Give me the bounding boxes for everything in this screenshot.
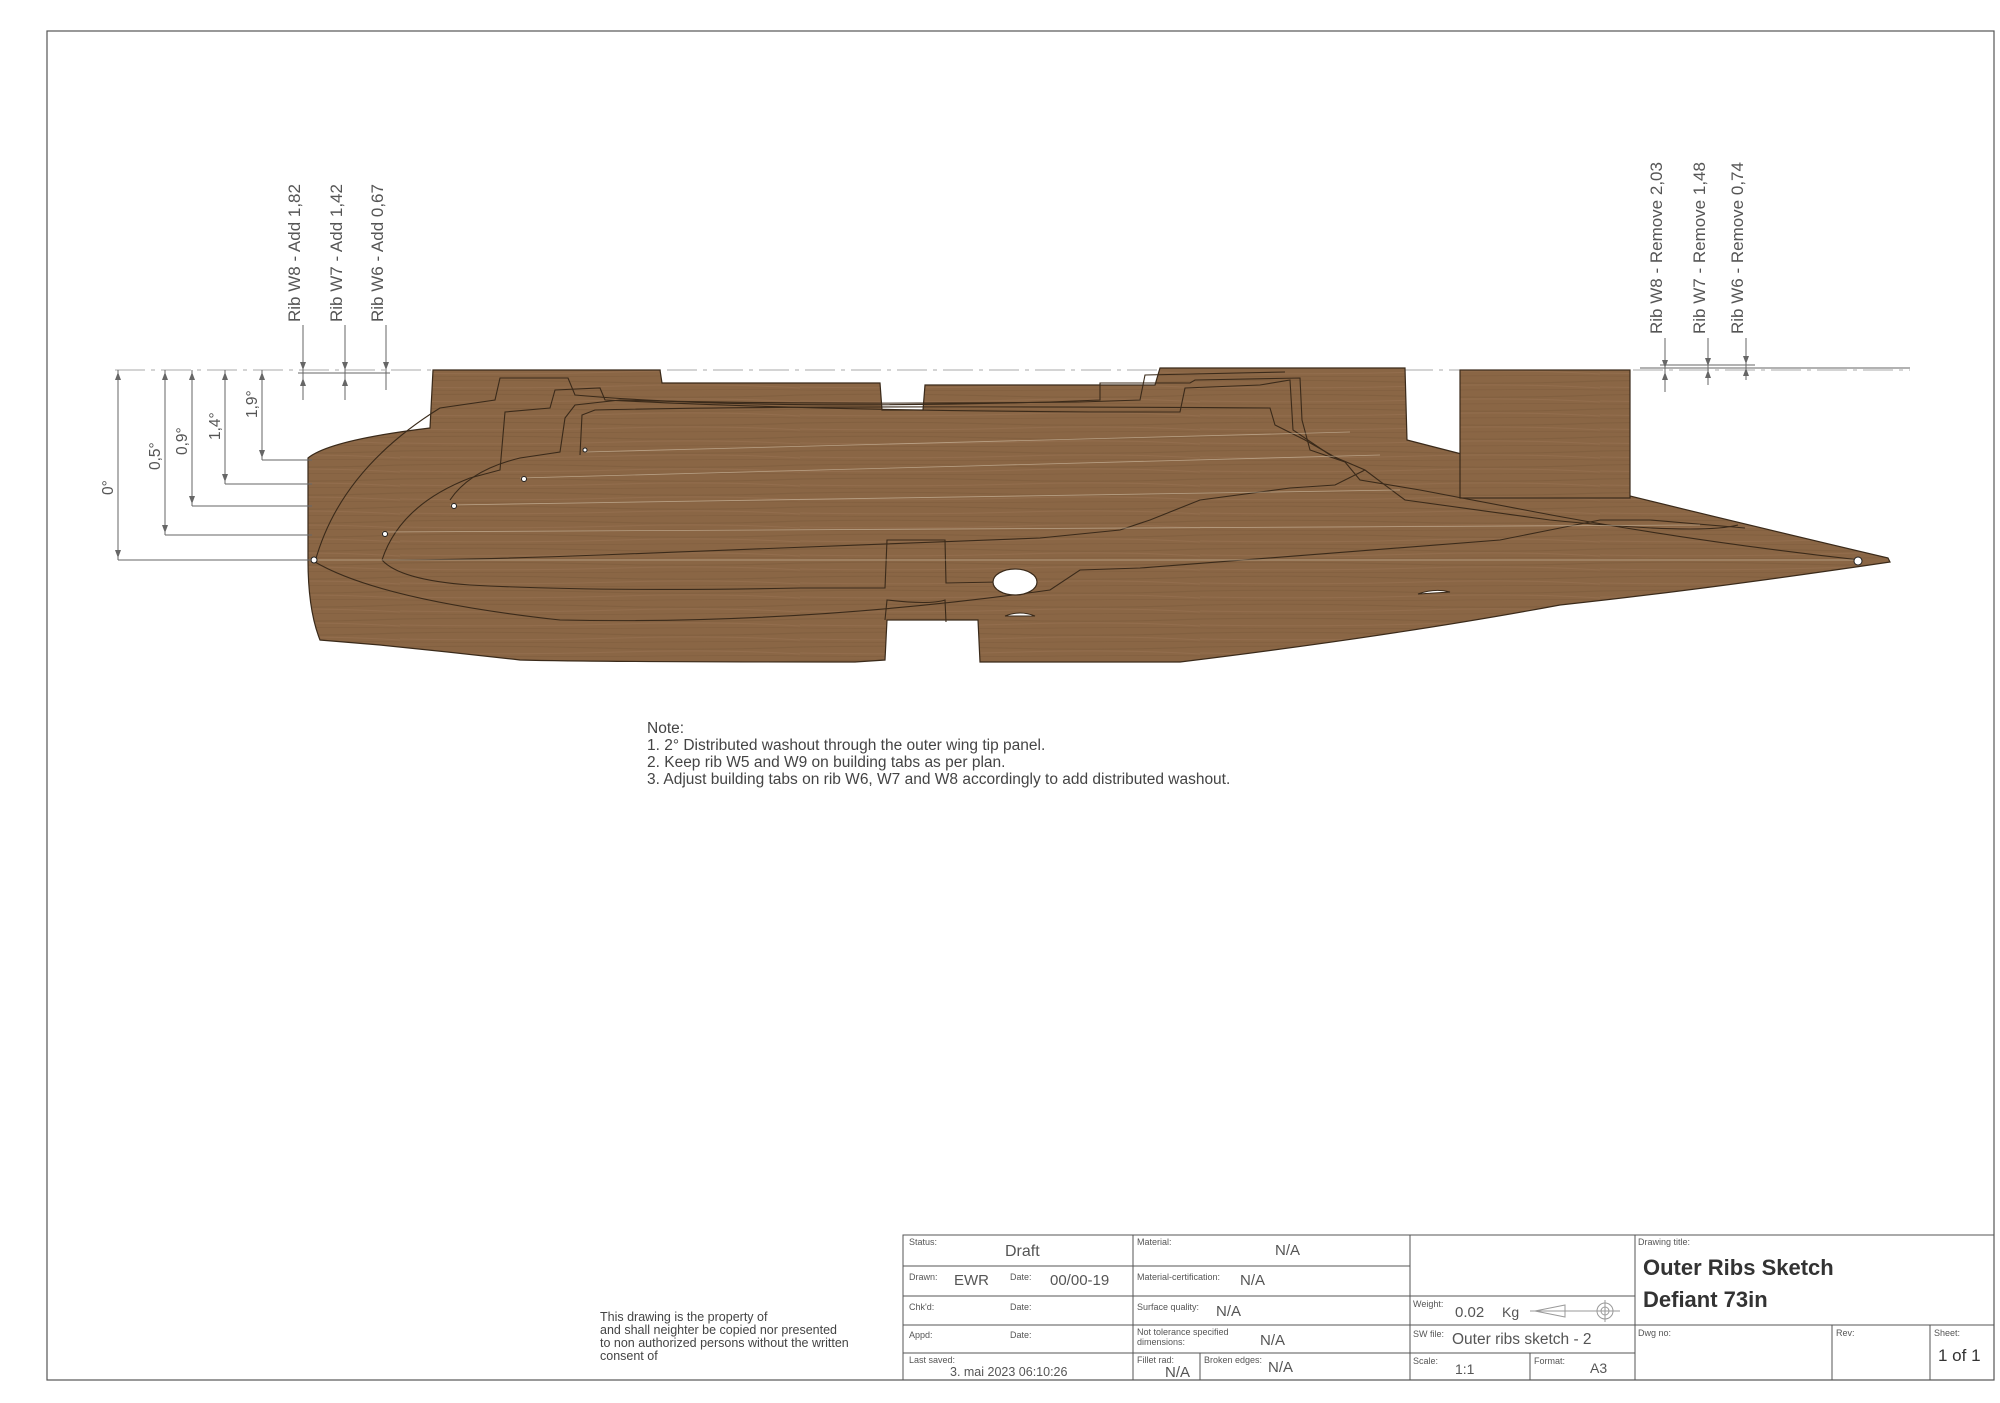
angle-label-2: 0,9° <box>174 427 191 455</box>
ref-pin <box>583 448 587 452</box>
format-value: A3 <box>1590 1360 1608 1376</box>
rib-w7-remove-label: Rib W7 - Remove 1,48 <box>1690 162 1709 334</box>
ref-pin <box>452 504 457 509</box>
tolerance-value: N/A <box>1260 1332 1286 1349</box>
last-saved-value: 3. mai 2023 06:10:26 <box>950 1365 1068 1379</box>
note-line-1: 1. 2° Distributed washout through the outer wing tip panel. <box>647 737 1046 754</box>
drawn-value: EWR <box>954 1272 989 1289</box>
tolerance-label-2: dimensions: <box>1137 1337 1186 1347</box>
ref-pin <box>522 477 527 482</box>
weight-unit: Kg <box>1502 1304 1520 1320</box>
revision-label: Rev: <box>1836 1328 1855 1338</box>
rib-w6-remove-label: Rib W6 - Remove 0,74 <box>1728 162 1747 334</box>
weight-label: Weight: <box>1413 1299 1444 1309</box>
drawn-date-value: 00/00-19 <box>1050 1272 1110 1289</box>
broken-edges-label: Broken edges: <box>1204 1355 1263 1365</box>
tolerance-label-1: Not tolerance specified <box>1137 1327 1229 1337</box>
disclaimer-line: consent of <box>600 1349 658 1363</box>
rib-remove-dimensions <box>1640 338 1910 392</box>
drawing-number-label: Dwg no: <box>1638 1328 1672 1338</box>
note-line-2: 2. Keep rib W5 and W9 on building tabs as per plan. <box>647 754 1006 771</box>
ownership-disclaimer <box>600 1311 900 1363</box>
ref-pin <box>1854 557 1862 565</box>
sw-file-value: Outer ribs sketch - 2 <box>1452 1331 1592 1348</box>
checked-label: Chk'd: <box>909 1302 935 1312</box>
projection-symbol-icon <box>1530 1300 1620 1322</box>
broken-edges-value: N/A <box>1268 1359 1294 1376</box>
angle-label-3: 1,4° <box>207 412 224 440</box>
last-saved-label: Last saved: <box>909 1355 956 1365</box>
ref-pin <box>383 532 388 537</box>
weight-value: 0.02 <box>1455 1304 1485 1321</box>
rib-w6-add-label: Rib W6 - Add 0,67 <box>368 184 387 322</box>
sw-file-label: SW file: <box>1413 1329 1445 1339</box>
drawn-label: Drawn: <box>909 1272 938 1282</box>
lightening-hole <box>993 569 1037 595</box>
material-value: N/A <box>1275 1242 1301 1259</box>
surface-quality-label: Surface quality: <box>1137 1302 1200 1312</box>
drawing-title-line-2: Defiant 73in <box>1643 1287 1768 1312</box>
approved-date-label: Date: <box>1010 1330 1032 1340</box>
scale-label: Scale: <box>1413 1356 1439 1366</box>
note-line-3: 3. Adjust building tabs on rib W6, W7 and W8 accordingly to add distributed washout. <box>647 771 1231 788</box>
tolerance-label <box>1137 1327 1229 1347</box>
disclaimer-line: to non authorized persons without the written <box>600 1336 849 1350</box>
material-label: Material: <box>1137 1237 1172 1247</box>
drawn-date-label: Date: <box>1010 1272 1032 1282</box>
rib-w8-add-label: Rib W8 - Add 1,82 <box>285 184 304 322</box>
sheet-value: 1 of 1 <box>1938 1346 1981 1365</box>
angle-label-1: 0,5° <box>147 442 164 470</box>
drawing-title-line-1: Outer Ribs Sketch <box>1643 1255 1834 1280</box>
material-cert-label: Material-certification: <box>1137 1272 1221 1282</box>
note-heading: Note: <box>647 720 685 737</box>
fillet-radius-label: Fillet rad: <box>1137 1355 1175 1365</box>
sheet-label: Sheet: <box>1934 1328 1961 1338</box>
disclaimer-line: and shall neighter be copied nor presented <box>600 1323 837 1337</box>
wing-tip-panel <box>308 368 1890 662</box>
rib-w8-remove-label: Rib W8 - Remove 2,03 <box>1647 162 1666 334</box>
washout-note <box>647 720 1230 788</box>
checked-date-label: Date: <box>1010 1302 1032 1312</box>
fillet-radius-value: N/A <box>1165 1364 1191 1381</box>
status-label: Status: <box>909 1237 938 1247</box>
format-label: Format: <box>1534 1356 1566 1366</box>
approved-label: Appd: <box>909 1330 933 1340</box>
surface-quality-value: N/A <box>1216 1303 1242 1320</box>
scale-value: 1:1 <box>1455 1361 1475 1377</box>
status-value: Draft <box>1005 1243 1040 1260</box>
disclaimer-line: This drawing is the property of <box>600 1310 768 1324</box>
angle-label-4: 1,9° <box>244 390 261 418</box>
drawing-title-label: Drawing title: <box>1638 1237 1691 1247</box>
material-cert-value: N/A <box>1240 1272 1266 1289</box>
rib-w7-add-label: Rib W7 - Add 1,42 <box>327 184 346 322</box>
angle-label-0: 0° <box>100 480 117 495</box>
rib-block <box>1460 370 1630 498</box>
